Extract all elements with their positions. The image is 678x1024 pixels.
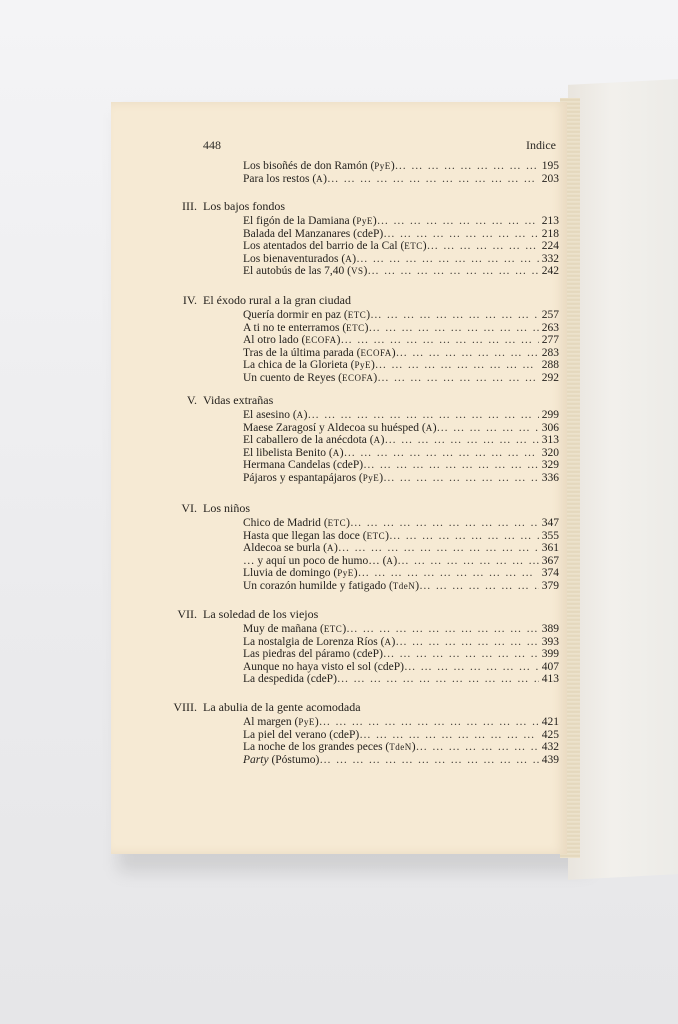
entry-title: Los bisoñés de don Ramón (PyE) xyxy=(243,160,395,172)
entry-source-tag: PyE xyxy=(356,216,373,226)
entry-source-tag: ETC xyxy=(347,310,367,320)
entry-name: Party xyxy=(243,753,269,766)
entry-name: La despedida xyxy=(243,673,304,686)
leader-dots xyxy=(363,459,539,472)
entry-name: El figón de la Damiana xyxy=(243,215,350,227)
section-heading xyxy=(157,501,250,516)
entry-name: El asesino xyxy=(243,409,290,421)
entry-page-number: 367 xyxy=(541,554,559,567)
entry-title: Balada del Manzanares (cdeP) xyxy=(243,227,384,240)
running-head: Indice xyxy=(526,138,556,152)
leader-dots xyxy=(384,434,538,447)
entry-title: Al otro lado (ECOFA) xyxy=(243,334,341,347)
entry-title: Maese Zaragosí y Aldecoa su huésped (A) xyxy=(243,421,437,434)
leader-dots xyxy=(395,636,538,649)
toc-entry xyxy=(243,542,559,555)
leader-dots xyxy=(346,623,539,636)
entry-title: El libelista Benito (A) xyxy=(243,446,344,459)
entry-name: El libelista Benito xyxy=(243,446,327,459)
toc-entry xyxy=(243,359,559,372)
toc-entry xyxy=(243,661,559,674)
section-title: La abulia de la gente acomodada xyxy=(203,700,361,714)
entry-title: El figón de la Damiana (PyE) xyxy=(243,215,377,227)
entry-source-tag: A xyxy=(425,422,433,433)
entry-name: Quería dormir en paz xyxy=(243,309,342,321)
entry-title: La piel del verano (cdeP) xyxy=(243,728,360,741)
entry-title: Pájaros y espantapájaros (PyE) xyxy=(243,472,384,484)
leader-dots xyxy=(319,716,539,729)
entry-page-number: 218 xyxy=(541,227,559,240)
entry-source-tag: PyE xyxy=(298,717,315,727)
toc-entry xyxy=(243,372,559,385)
toc-entry xyxy=(243,253,559,266)
entry-source-tag: TdeN xyxy=(389,742,412,753)
leader-dots xyxy=(338,542,539,555)
entry-title: Hasta que llegan las doce (ETC) xyxy=(243,529,389,542)
toc-entry xyxy=(243,334,559,347)
entry-page-number: 306 xyxy=(541,421,559,434)
entry-source-tag: PyE xyxy=(374,161,391,171)
section-number: IV. xyxy=(182,293,197,307)
leader-dots xyxy=(369,322,539,335)
leader-dots xyxy=(344,447,539,460)
section-heading xyxy=(157,700,361,715)
entry-name: Hasta que llegan las doce xyxy=(243,529,360,542)
entry-title: Los bienaventurados (A) xyxy=(243,252,357,265)
entry-name: Muy de mañana xyxy=(243,623,318,635)
entry-source-tag: ETC xyxy=(404,241,423,252)
leader-dots xyxy=(358,567,539,580)
entry-source-tag: TdeN xyxy=(392,581,416,591)
entry-title: Los atentados del barrio de la Cal (ETC) xyxy=(243,240,427,253)
entry-name: Al margen xyxy=(243,716,292,728)
leader-dots xyxy=(437,422,539,435)
entry-name: Los bienaventurados xyxy=(243,252,339,265)
entry-title: Las piedras del páramo (cdeP) xyxy=(243,648,383,661)
leader-dots xyxy=(327,173,539,186)
entry-page-number: 407 xyxy=(541,660,559,673)
entry-page-number: 336 xyxy=(541,472,559,484)
entry-title: El caballero de la anécdota (A) xyxy=(243,434,385,447)
leader-dots xyxy=(419,580,539,593)
entry-name: Pájaros y espantapájaros xyxy=(243,472,357,484)
entry-page-number: 257 xyxy=(541,309,559,321)
entry-source-tag: A xyxy=(384,636,392,647)
entry-page-number: 283 xyxy=(541,346,559,359)
toc-entry xyxy=(243,623,559,636)
section-number: III. xyxy=(182,199,197,213)
entry-source-tag: PyE xyxy=(362,473,380,483)
entry-title: La chica de la Glorieta (PyE) xyxy=(243,359,375,372)
entry-name: La noche de los grandes peces xyxy=(243,741,383,754)
leader-dots xyxy=(396,347,539,360)
toc-entry xyxy=(243,322,559,335)
section-title: La soledad de los viejos xyxy=(203,607,319,621)
leader-dots xyxy=(377,372,539,385)
entry-page-number: 421 xyxy=(541,716,559,728)
toc-entry xyxy=(243,555,559,568)
entry-name: Un corazón humilde y fatigado xyxy=(243,580,387,592)
toc-entry xyxy=(243,347,559,360)
leader-dots xyxy=(395,160,539,173)
leader-dots xyxy=(319,754,538,767)
leader-dots xyxy=(404,661,539,674)
entry-name: Chico de Madrid xyxy=(243,517,321,529)
leader-dots xyxy=(340,334,538,347)
entry-title: La nostalgia de Lorenza Ríos (A) xyxy=(243,635,396,648)
toc-entry xyxy=(243,729,559,742)
entry-page-number: 413 xyxy=(541,673,559,686)
entry-name: Maese Zaragosí y Aldecoa su huésped xyxy=(243,421,419,434)
toc-entry xyxy=(243,741,559,754)
toc-entry xyxy=(243,648,559,661)
toc-entry xyxy=(243,240,559,253)
section-title: Los bajos fondos xyxy=(203,199,285,213)
toc-entry xyxy=(243,716,559,729)
entry-source-tag: PyE xyxy=(354,360,371,371)
entry-page-number: 425 xyxy=(541,728,559,741)
entry-name: A ti no te enterramos xyxy=(243,321,340,334)
entry-page-number: 439 xyxy=(541,753,559,766)
entry-page-number: 203 xyxy=(541,172,559,185)
toc-entry xyxy=(243,567,559,580)
entry-source-tag: cdeP xyxy=(357,227,380,240)
entry-page-number: 379 xyxy=(541,580,559,592)
section-number: VII. xyxy=(177,607,197,621)
entry-source-tag: A xyxy=(386,555,394,566)
leader-dots xyxy=(383,472,539,485)
toc-entry xyxy=(243,215,559,228)
section-number: VI. xyxy=(181,501,197,515)
entry-page-number: 393 xyxy=(541,635,559,648)
section-number: VIII. xyxy=(173,700,197,714)
entry-page-number: 288 xyxy=(541,359,559,372)
entry-source-tag: A xyxy=(327,543,334,554)
entry-title: La despedida (cdeP) xyxy=(243,673,337,686)
leader-dots xyxy=(389,530,539,543)
entry-name: La chica de la Glorieta xyxy=(243,359,348,372)
section-heading xyxy=(157,293,351,308)
entry-name: Tras de la última parada xyxy=(243,346,354,359)
entry-page-number: 332 xyxy=(541,252,559,265)
entry-page-number: 320 xyxy=(541,446,559,459)
entry-title: Lluvia de domingo (PyE) xyxy=(243,567,358,580)
leader-dots xyxy=(359,729,538,742)
entry-title: El asesino (A) xyxy=(243,409,308,421)
entry-title: Para los restos (A) xyxy=(243,172,327,185)
toc-entry xyxy=(243,422,559,435)
entry-title: Quería dormir en paz (ETC) xyxy=(243,309,371,321)
entry-source-tag: ECOFA xyxy=(360,347,392,358)
section-heading xyxy=(157,393,273,408)
entry-page-number: 292 xyxy=(541,372,559,384)
entry-source-tag: cdeP xyxy=(310,673,334,686)
entry-source-tag: A xyxy=(316,173,324,184)
toc-entry xyxy=(243,309,559,322)
entry-title: Tras de la última parada (ECOFA) xyxy=(243,346,396,359)
entry-source-tag: ECOFA xyxy=(342,373,374,383)
entry-page-number: 263 xyxy=(541,321,559,334)
leader-dots xyxy=(416,741,539,754)
entry-page-number: 277 xyxy=(541,334,559,347)
leader-dots xyxy=(397,555,538,568)
entry-name: Lluvia de domingo xyxy=(243,567,331,580)
entry-name: Los bisoñés de don Ramón xyxy=(243,160,368,172)
entry-source-tag: cdeP xyxy=(377,660,401,673)
entry-source-tag: A xyxy=(373,435,381,446)
entry-page-number: 195 xyxy=(541,160,559,172)
section-title: Los niños xyxy=(203,501,251,515)
entry-title: Un corazón humilde y fatigado (TdeN) xyxy=(243,580,420,592)
toc-entry xyxy=(243,517,559,530)
entry-page-number: 329 xyxy=(541,459,559,472)
entry-page-number: 374 xyxy=(541,567,559,580)
book-page xyxy=(111,102,567,854)
entry-page-number: 399 xyxy=(541,648,559,661)
entry-title: La noche de los grandes peces (TdeN) xyxy=(243,741,416,754)
entry-page-number: 242 xyxy=(541,265,559,278)
entry-title: Aldecoa se burla (A) xyxy=(243,542,338,555)
entry-title: Aunque no haya visto el sol (cdeP) xyxy=(243,660,404,673)
entry-title: … y aquí un poco de humo… (A) xyxy=(243,554,398,567)
entry-title: Party (Póstumo) xyxy=(243,753,320,766)
leader-dots xyxy=(370,309,539,322)
entry-title: Hermana Candelas (cdeP) xyxy=(243,459,364,472)
toc-entry xyxy=(243,580,559,593)
entry-page-number: 313 xyxy=(541,434,559,447)
entry-name: El autobús de las 7,40 xyxy=(243,265,345,278)
entry-name: Para los restos xyxy=(243,172,310,185)
leader-dots xyxy=(356,253,539,266)
entry-source-tag: ETC xyxy=(346,322,365,333)
entry-page-number: 389 xyxy=(541,623,559,635)
entry-name: La piel del verano xyxy=(243,728,327,741)
entry-source-tag: cdeP xyxy=(336,459,360,472)
entry-title: Muy de mañana (ETC) xyxy=(243,623,347,635)
entry-source-tag: ETC xyxy=(366,530,386,541)
entry-name: El caballero de la anécdota xyxy=(243,434,367,447)
toc-entry xyxy=(243,228,559,241)
toc-entry xyxy=(243,530,559,543)
section-title: El éxodo rural a la gran ciudad xyxy=(203,293,351,307)
leader-dots xyxy=(375,359,539,372)
entry-name: Hermana Candelas xyxy=(243,459,331,472)
entry-page-number: 432 xyxy=(541,741,559,754)
entry-name: Al otro lado xyxy=(243,334,299,347)
entry-page-number: 347 xyxy=(541,517,559,529)
entry-source-tag: Póstumo xyxy=(275,753,316,766)
entry-name: Balada del Manzanares xyxy=(243,227,351,240)
section-heading xyxy=(157,199,285,214)
entry-page-number: 299 xyxy=(541,409,559,421)
entry-source-tag: ECOFA xyxy=(305,335,337,346)
entry-source-tag: PyE xyxy=(337,568,354,579)
leader-dots xyxy=(383,648,539,661)
entry-page-number: 361 xyxy=(541,542,559,555)
section-number: V. xyxy=(186,393,197,407)
entry-name: Los atentados del barrio de la Cal xyxy=(243,240,398,253)
entry-title: Un cuento de Reyes (ECOFA) xyxy=(243,372,378,384)
entry-title: Al margen (PyE) xyxy=(243,716,319,728)
leader-dots xyxy=(308,409,539,422)
toc-entry xyxy=(243,754,559,767)
entry-page-number: 224 xyxy=(541,240,559,253)
entry-name: Aldecoa se burla xyxy=(243,542,321,555)
toc-entry xyxy=(243,459,559,472)
entry-source-tag: ETC xyxy=(327,518,347,528)
leader-dots xyxy=(427,240,539,253)
toc-entry xyxy=(243,434,559,447)
toc-entry xyxy=(243,447,559,460)
entry-name: Aunque no haya visto el sol xyxy=(243,660,372,673)
leader-dots xyxy=(377,215,539,228)
entry-name: La nostalgia de Lorenza Ríos xyxy=(243,635,378,648)
leader-dots xyxy=(337,673,539,686)
toc-entry xyxy=(243,409,559,422)
entry-page-number: 355 xyxy=(541,529,559,542)
entry-source-tag: A xyxy=(296,410,304,420)
section-title: Vidas extrañas xyxy=(203,393,274,407)
entry-source-tag: VS xyxy=(350,266,364,277)
toc-entry xyxy=(243,673,559,686)
facing-page xyxy=(568,79,678,880)
toc-entry xyxy=(243,636,559,649)
toc-entry xyxy=(243,173,559,186)
entry-page-number: 213 xyxy=(541,215,559,227)
entry-title: El autobús de las 7,40 (VS) xyxy=(243,265,368,278)
section-heading xyxy=(157,607,318,622)
entry-title: A ti no te enterramos (ETC) xyxy=(243,321,369,334)
entry-source-tag: A xyxy=(345,253,353,264)
entry-name: … y aquí un poco de humo… xyxy=(243,554,380,567)
leader-dots xyxy=(367,265,538,278)
leader-dots xyxy=(350,517,539,530)
page-number: 448 xyxy=(203,138,221,152)
entry-source-tag: A xyxy=(332,447,340,458)
entry-name: Un cuento de Reyes xyxy=(243,372,336,384)
leader-dots xyxy=(383,228,539,241)
entry-source-tag: cdeP xyxy=(333,728,356,741)
entry-title: Chico de Madrid (ETC) xyxy=(243,517,350,529)
entry-source-tag: ETC xyxy=(323,624,343,634)
toc-entry xyxy=(243,160,559,173)
toc-entry xyxy=(243,265,559,278)
toc-entry xyxy=(243,472,559,485)
entry-name: Las piedras del páramo xyxy=(243,648,350,661)
entry-source-tag: cdeP xyxy=(356,648,380,661)
